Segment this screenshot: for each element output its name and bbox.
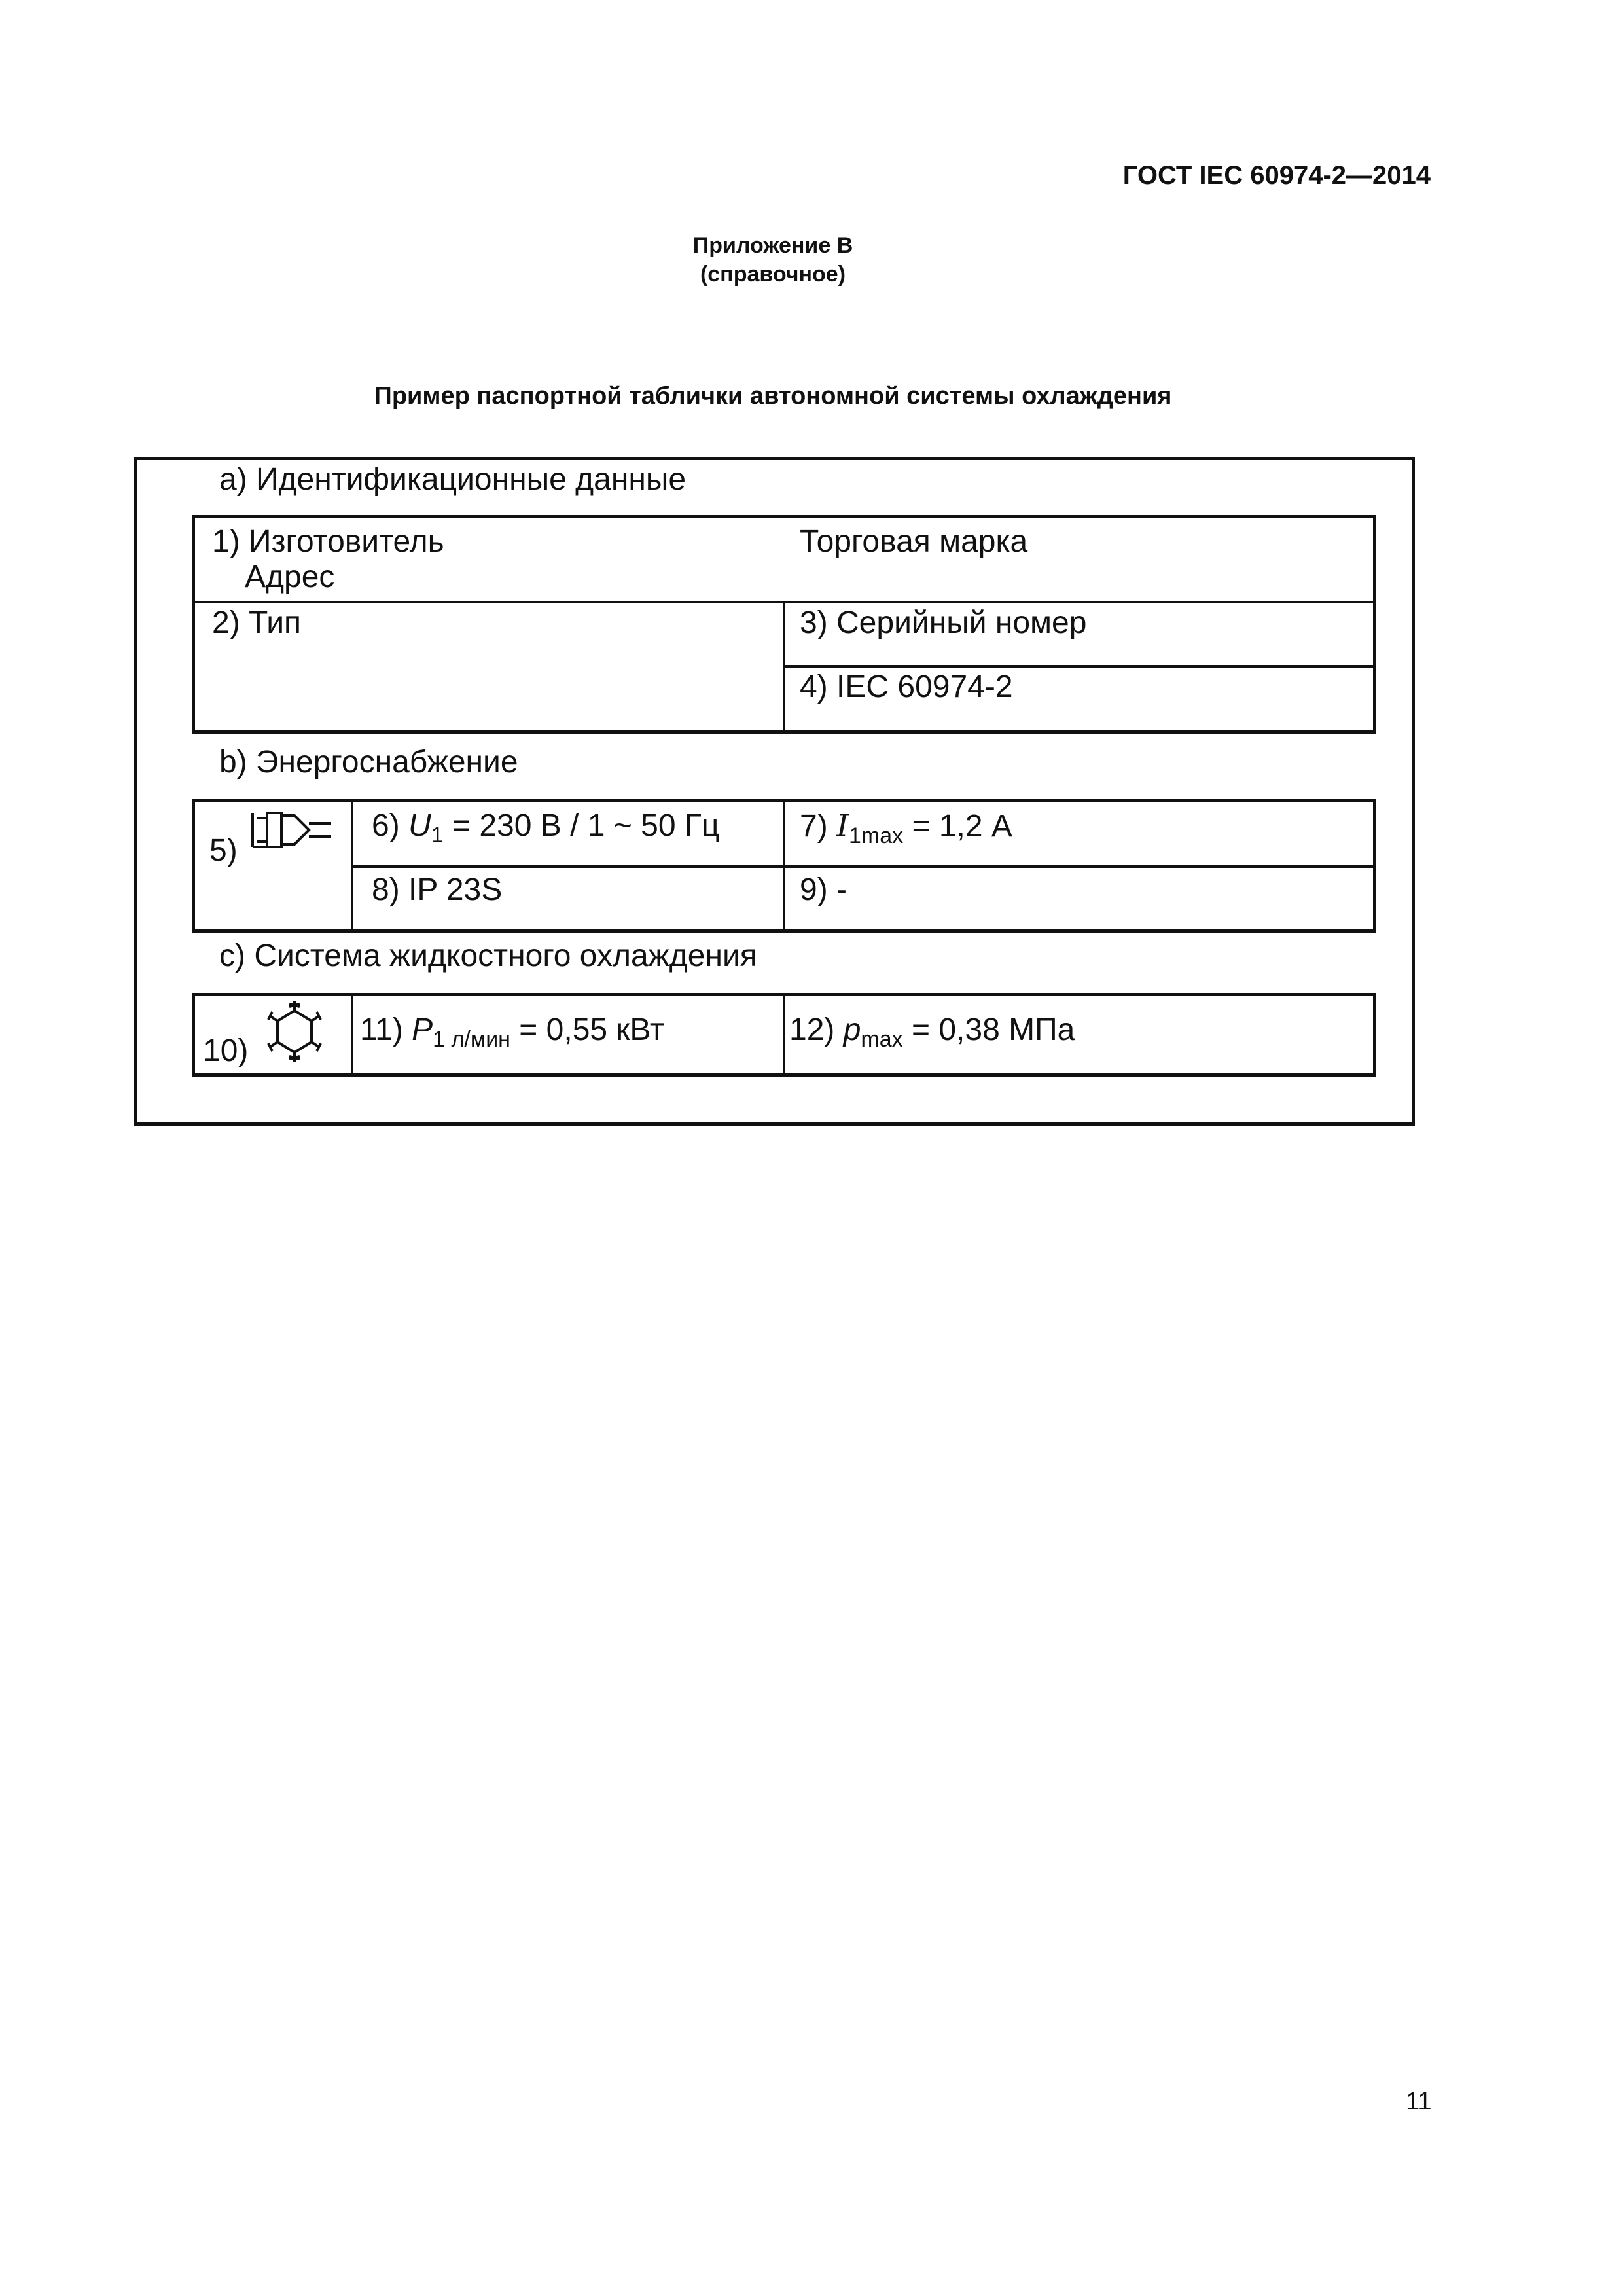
identification-table	[192, 515, 1376, 734]
type-label: 2) Тип	[212, 605, 302, 640]
item-10-label: 10)	[203, 1033, 249, 1068]
rated-current: 7) $I_{1max} = 1,2$ А	[800, 808, 1012, 848]
section-c-heading: c) Система жидкостного охлаждения	[219, 939, 757, 973]
appendix-label: Приложение В	[692, 233, 853, 258]
divider	[783, 665, 1373, 668]
address-label: Адрес	[245, 560, 335, 594]
power-plug-icon	[250, 809, 342, 850]
divider	[783, 996, 785, 1073]
divider	[351, 996, 353, 1073]
item-5-label: 5)	[209, 833, 238, 868]
appendix-note: (справочное)	[700, 262, 846, 287]
trademark-label: Торговая марка	[800, 524, 1028, 559]
section-b-heading: b) Энергоснабжение	[219, 745, 518, 780]
ip-rating: 8) IP 23S	[372, 872, 503, 907]
max-pressure: 12) $p_{max} = 0,38$ МПа	[789, 1013, 1075, 1052]
section-a-heading: a) Идентификационные данные	[219, 462, 687, 497]
serial-number-label: 3) Серийный номер	[800, 605, 1087, 640]
item-9-label: 9) -	[800, 872, 847, 907]
document-code: ГОСТ IEC 60974-2—2014	[1122, 161, 1431, 190]
divider	[351, 865, 1373, 868]
page-number: 11	[1406, 2088, 1432, 2115]
rated-voltage: 6) $U_1 = 230$ В / 1 ~ 50 Гц	[372, 808, 720, 848]
rating-plate-frame	[134, 457, 1415, 1126]
figure-title: Пример паспортной таблички автономной системы охлаждения	[374, 382, 1172, 410]
standard-label: 4) IEC 60974-2	[800, 670, 1013, 704]
cooling-system-table	[192, 993, 1376, 1077]
manufacturer-label: 1) Изготовитель	[212, 524, 444, 559]
cooling-power: 11) $P_{1 л/мин} = 0,55$ кВт	[360, 1013, 664, 1052]
power-supply-table	[192, 799, 1376, 933]
snowflake-hexagon-icon	[266, 1000, 323, 1063]
